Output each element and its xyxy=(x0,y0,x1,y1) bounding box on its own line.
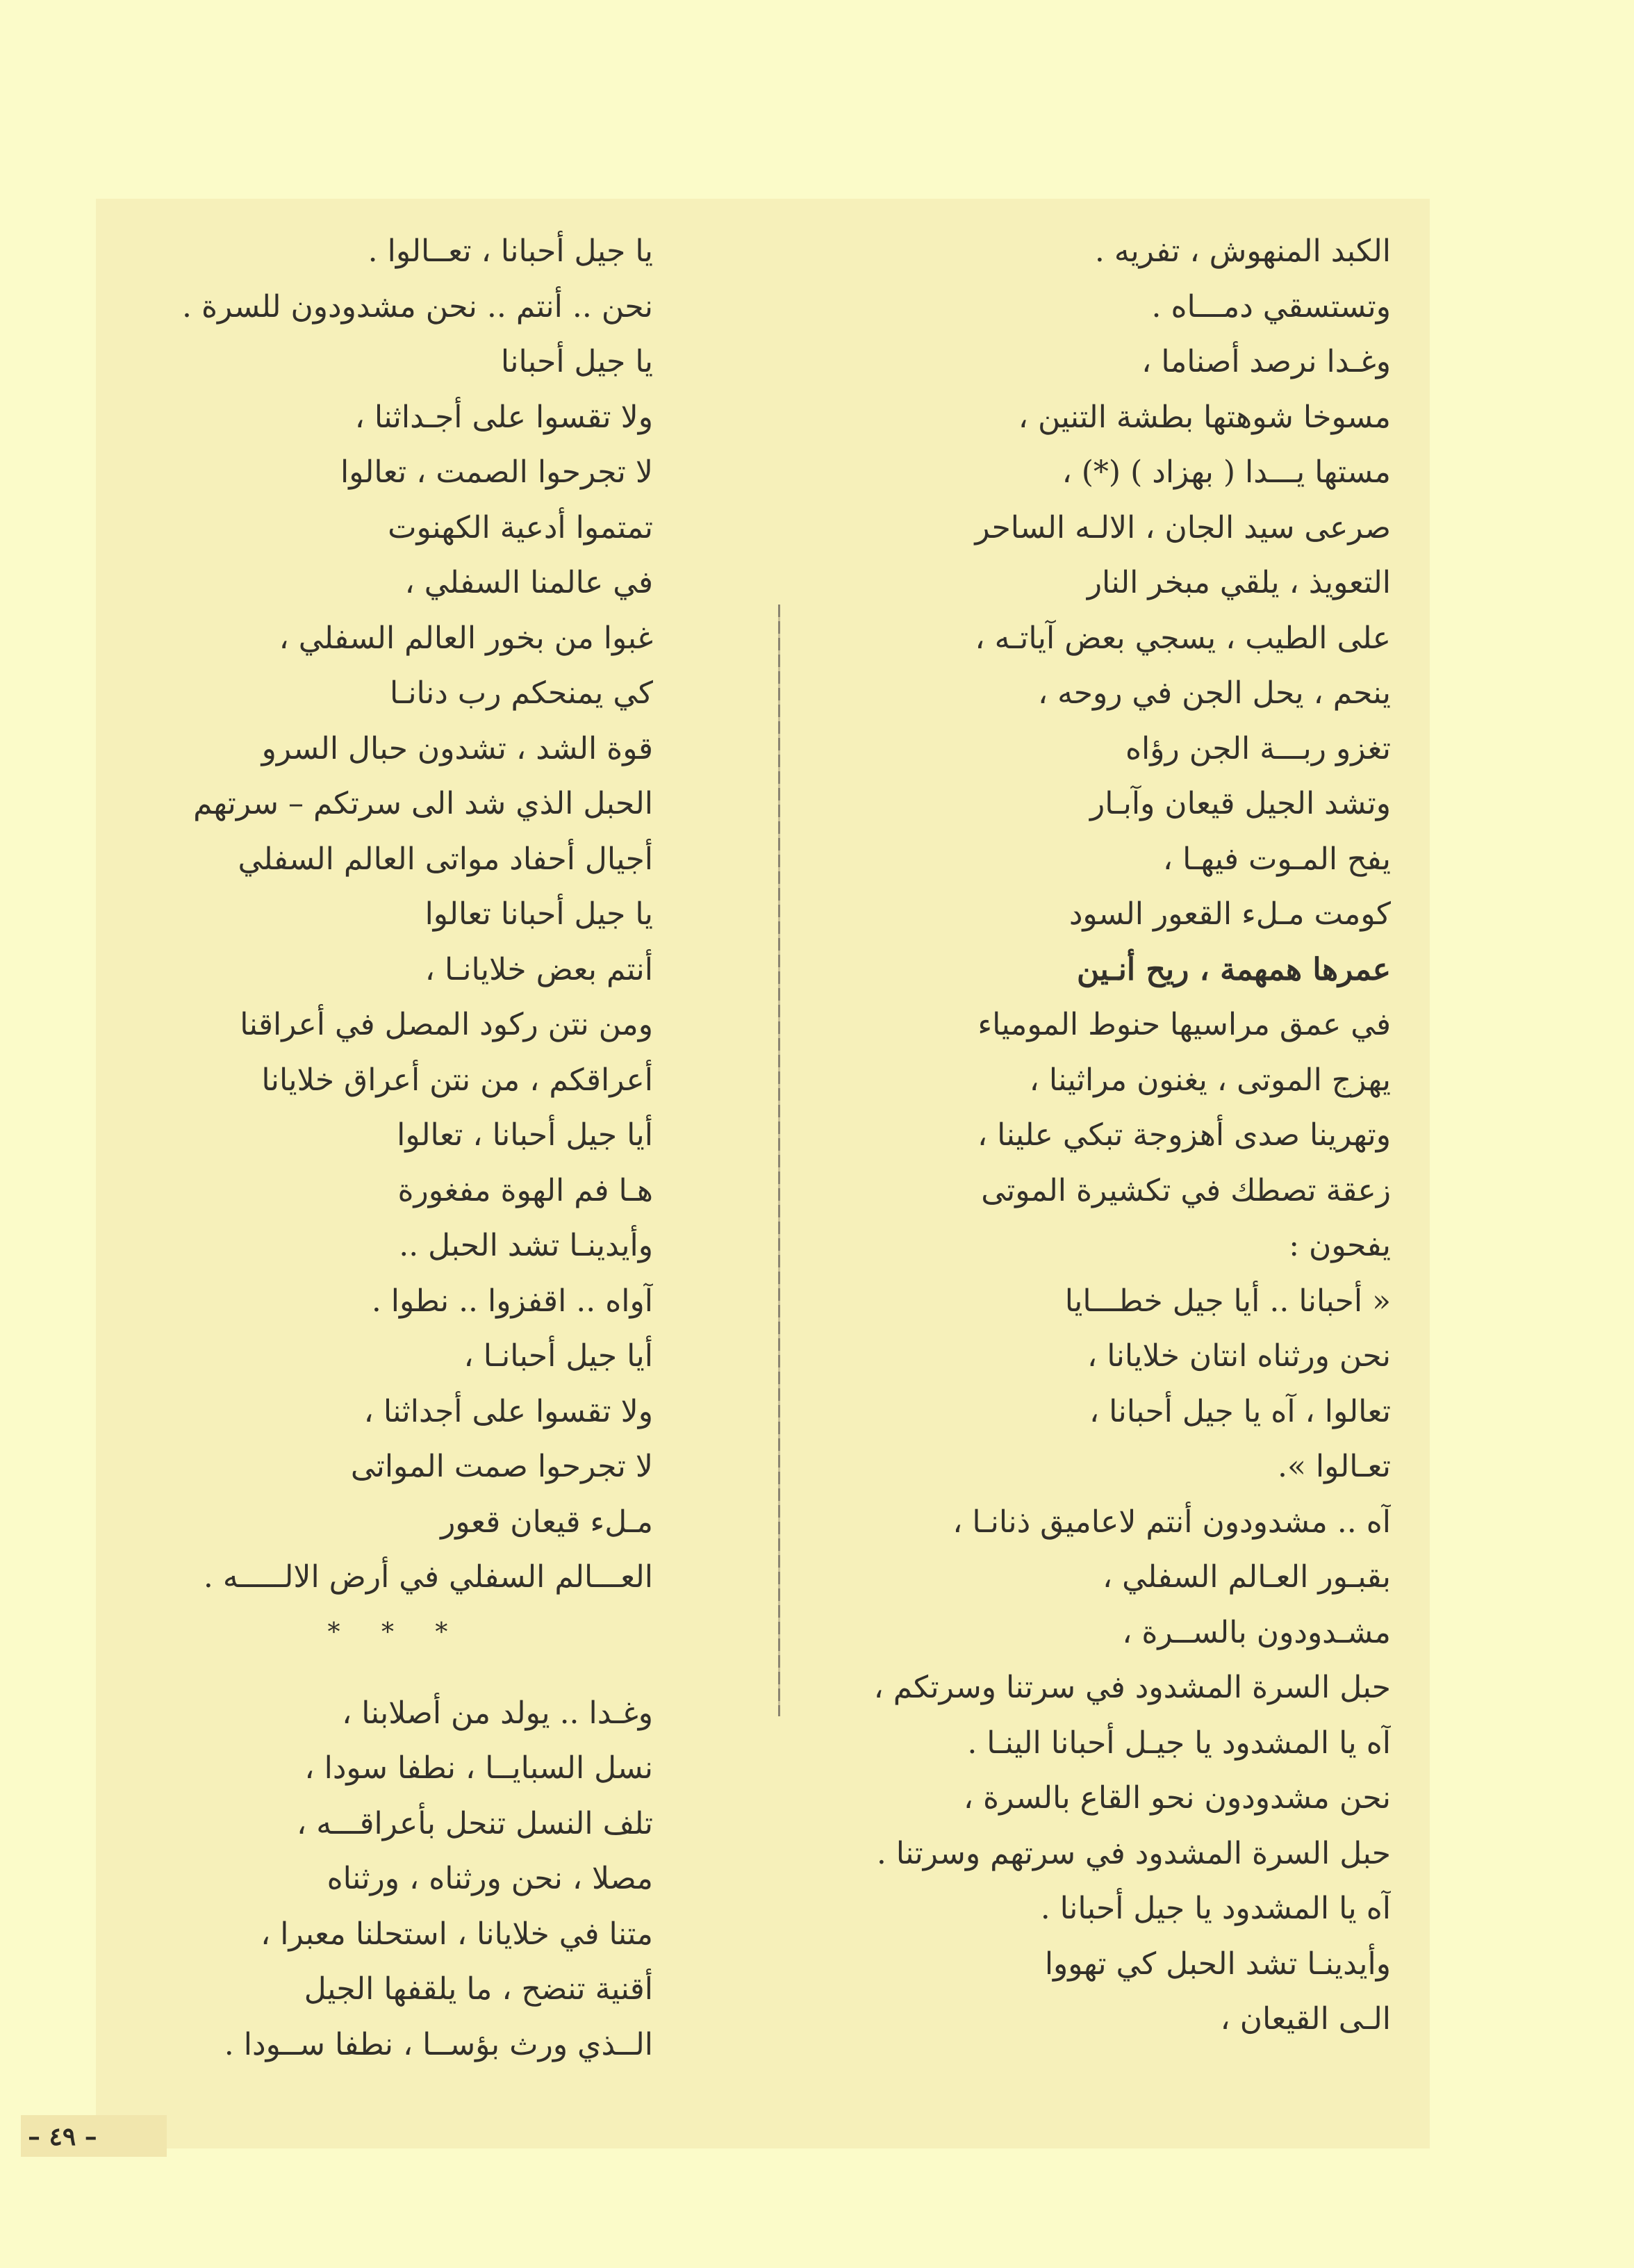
poem-line: أقنية تنضح ، ما يلقفها الجيل xyxy=(304,1971,653,2007)
poem-line: عمرها همهمة ، ريح أنـين xyxy=(1076,951,1391,987)
poem-line: العـــالم السفلي في أرض الالـــــه . xyxy=(203,1559,653,1595)
poem-line: الــذي ورث بؤســا ، نطفا ســودا . xyxy=(224,2026,653,2062)
poem-line: حبل السرة المشدود في سرتنا وسرتكم ، xyxy=(873,1670,1391,1705)
poem-line: وتهرينا صدى أهزوجة تبكي علينا ، xyxy=(977,1117,1391,1153)
poem-line: كومت مـلء القعور السود xyxy=(1068,896,1391,932)
poem-line: تعـالوا ». xyxy=(1277,1449,1391,1484)
poem-line: ولا تقسوا على أجـداثنا ، xyxy=(354,399,653,435)
poem-line: الـى القيعان ، xyxy=(1220,2001,1391,2037)
poem-line: زعقة تصطك في تكشيرة الموتى xyxy=(981,1172,1391,1208)
poem-line: مشـدودون بالســرة ، xyxy=(1122,1614,1391,1650)
poem-line: يفح المـوت فيهـا ، xyxy=(1162,841,1391,877)
poem-line: كي يمنحكم رب دنانـا xyxy=(390,675,653,711)
poem-line: وأيدينـا تشد الحبل .. xyxy=(399,1228,653,1263)
poem-line: ينحم ، يحل الجن في روحه ، xyxy=(1037,675,1391,711)
poem-line: في عالمنا السفلي ، xyxy=(404,565,653,600)
poem-line: مستها يـــدا ( بهزاد ) (*) ، xyxy=(1062,454,1391,490)
poem-line: أجيال أحفاد مواتى العالم السفلي xyxy=(238,841,653,877)
poem-line: أيا جيل أحبانا ، تعالوا xyxy=(397,1117,653,1153)
poem-line: صرعى سيد الجان ، الالـه الساحر xyxy=(975,509,1391,545)
poem-line: نحن مشدودون نحو القاع بالسرة ، xyxy=(963,1780,1391,1816)
poem-line: وأيدينـا تشد الحبل كي تهووا xyxy=(1044,1946,1391,1982)
poem-line: نحن .. أنتم .. نحن مشدودون للسرة . xyxy=(181,288,653,324)
poem-line: أعراقكم ، من نتن أعراق خلايانا xyxy=(261,1062,653,1098)
left-column xyxy=(139,224,653,2072)
section-gap xyxy=(139,1661,653,1686)
poem-line: بقبـور العـالم السفلي ، xyxy=(1102,1559,1391,1595)
poem-line: تغزو ربـــة الجن رؤاه xyxy=(1125,730,1391,766)
poem-line: أيا جيل أحبانـا ، xyxy=(463,1338,653,1374)
poem-line: حبل السرة المشدود في سرتهم وسرتنا . xyxy=(876,1835,1391,1871)
poem-line: آه .. مشدودون أنتم لاعاميق ذنانـا ، xyxy=(952,1504,1391,1540)
page-number: – ٤٩ – xyxy=(28,2122,97,2151)
poem-line: وتستسقي دمـــاه . xyxy=(1151,288,1391,324)
poem-line: آه يا المشدود يا جيل أحبانا . xyxy=(1040,1891,1391,1926)
poem-line: التعويذ ، يلقي مبخر النار xyxy=(1087,565,1391,600)
poem-line: غبوا من بخور العالم السفلي ، xyxy=(279,620,653,656)
poem-line: يفحون : xyxy=(1289,1228,1391,1263)
poem-line: مـلء قيعان قعور xyxy=(440,1504,653,1540)
poem-line: تعالوا ، آه يا جيل أحبانا ، xyxy=(1089,1393,1391,1429)
poem-line: يا جيل أحبانا xyxy=(500,344,653,379)
right-column xyxy=(848,224,1391,2047)
poem-line: يا جيل أحبانا ، تعــالوا . xyxy=(368,233,653,269)
poem-line: نسل السبايــا ، نطفا سودا ، xyxy=(304,1750,653,1786)
poem-line: يهزج الموتى ، يغنون مراثينا ، xyxy=(1029,1062,1391,1098)
poem-line: مصلا ، نحن ورثناه ، ورثناه xyxy=(327,1861,653,1896)
poem-line: تلف النسل تنحل بأعراقـــه ، xyxy=(297,1805,653,1841)
poem-line: متنا في خلايانا ، استحلنا معبرا ، xyxy=(261,1916,653,1952)
poem-line: وغـدا نرصد أصناما ، xyxy=(1141,344,1391,379)
poem-line: قوة الشد ، تشدون حبال السرو xyxy=(261,730,653,766)
poem-line: « أحبانا .. أيا جيل خطـــايا xyxy=(1064,1283,1391,1319)
poem-line: لا تجرحوا صمت المواتى xyxy=(350,1449,653,1484)
poem-line: مسوخا شوهتها بطشة التنين ، xyxy=(1018,399,1391,435)
poem-line: آواه .. اقفزوا .. نطوا . xyxy=(371,1283,653,1319)
poem-line: أنتم بعض خلايانـا ، xyxy=(424,951,653,987)
poem-line: على الطيب ، يسجي بعض آياتـه ، xyxy=(975,620,1391,656)
poem-line: لا تجرحوا الصمت ، تعالوا xyxy=(340,454,653,490)
poem-line: الكبد المنهوش ، تفريه . xyxy=(1094,233,1391,269)
poem-line: ولا تقسوا على أجداثنا ، xyxy=(363,1393,653,1429)
poem-line: وتشد الجيل قيعان وآبـار xyxy=(1090,786,1391,821)
column-divider xyxy=(778,605,780,1716)
poem-line: آه يا المشدود يا جيـل أحبانا الينـا . xyxy=(967,1725,1391,1761)
poem-line: تمتموا أدعية الكهنوت xyxy=(388,509,653,545)
section-stars: * * * xyxy=(327,1618,465,1647)
poem-line: وغـدا .. يولد من أصلابنا ، xyxy=(342,1695,653,1731)
poem-line: في عمق مراسيها حنوط المومياء xyxy=(977,1007,1391,1042)
poem-line: ومن نتن ركود المصل في أعراقنا xyxy=(240,1007,653,1042)
poem-line: الحبل الذي شد الى سرتكم – سرتهم xyxy=(193,786,653,821)
poem-line: يا جيل أحبانا تعالوا xyxy=(424,896,653,932)
poem-line: هـا فم الهوة مفغورة xyxy=(397,1172,653,1208)
poem-line: نحن ورثناه انتان خلايانا ، xyxy=(1087,1338,1391,1374)
